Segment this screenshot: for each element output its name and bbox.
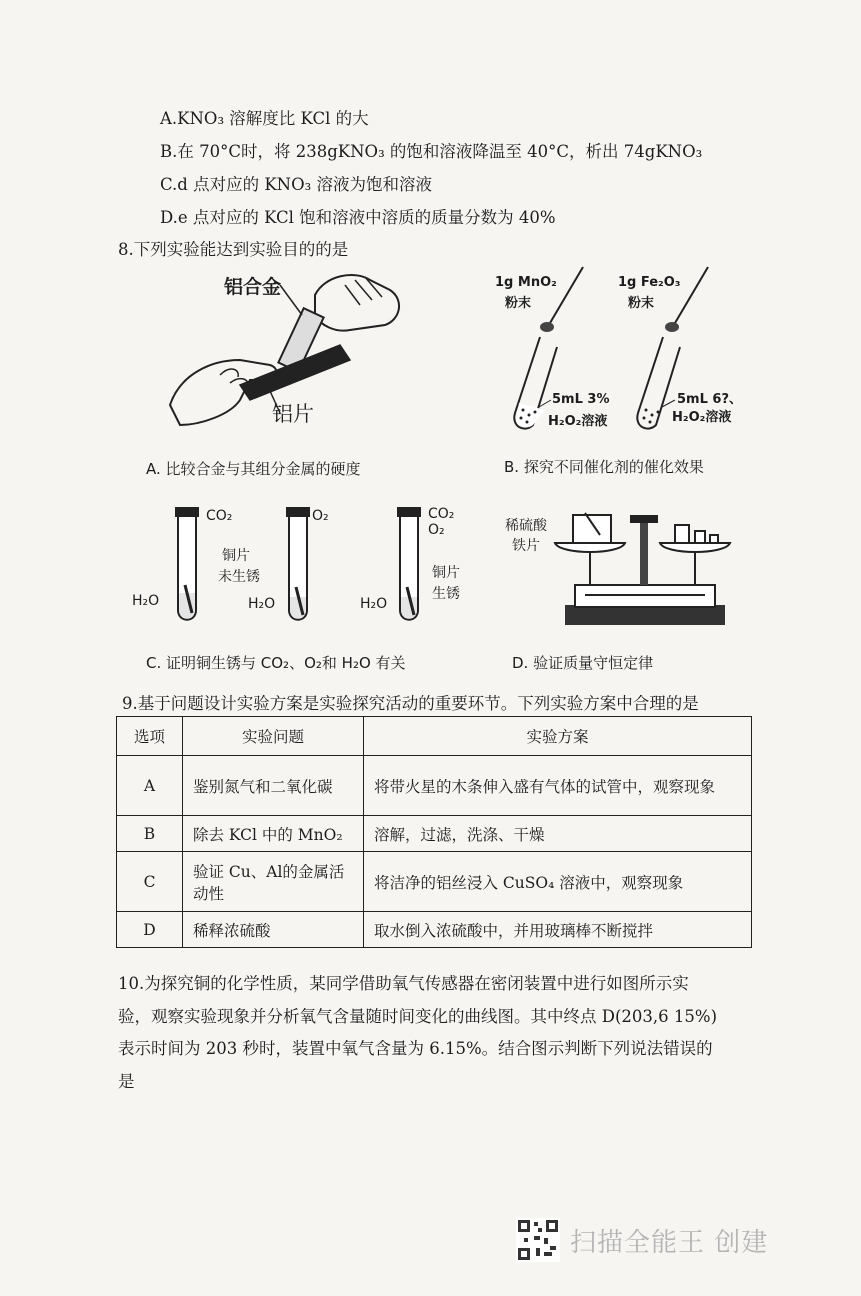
row-b-option: B bbox=[117, 816, 183, 852]
figure-a-label-alloy: 铝合金 bbox=[224, 276, 282, 298]
q9-table bbox=[116, 716, 752, 948]
figure-c-water-label-3: H₂O bbox=[360, 596, 388, 612]
table-row bbox=[117, 816, 752, 852]
table-row bbox=[117, 852, 752, 912]
qr-code-icon bbox=[516, 1218, 560, 1262]
q10-line-4: 是 bbox=[118, 1072, 135, 1091]
figure-c-tube1-gas: CO₂ bbox=[206, 508, 233, 524]
table-row bbox=[117, 912, 752, 948]
row-b-plan: 溶解，过滤，洗涤、干燥 bbox=[364, 816, 752, 852]
q10-line-3: 表示时间为 203 秒时，装置中氧气含量为 6.15%。结合图示判断下列说法错误的 bbox=[118, 1039, 713, 1058]
row-b-problem: 除去 KCl 中的 MnO₂ bbox=[183, 816, 364, 852]
figure-b-left-bottom-2: H₂O₂溶液 bbox=[548, 414, 608, 429]
figure-c-caption: C. 证明铜生锈与 CO₂、O₂和 H₂O 有关 bbox=[146, 654, 406, 672]
figure-b-right-bottom-1: 5mL 6?、 bbox=[677, 392, 742, 407]
q7-option-b: B.在 70°C时，将 238gKNO₃ 的饱和溶液降温至 40°C，析出 74gKNO₃ bbox=[160, 142, 703, 161]
watermark-text: 扫描全能王 创建 bbox=[570, 1227, 769, 1258]
figure-c-tube2-gas: O₂ bbox=[312, 508, 329, 524]
row-c-plan: 将洁净的铝丝浸入 CuSO₄ 溶液中，观察现象 bbox=[364, 852, 752, 912]
figure-a-label-plate: 铝片 bbox=[272, 402, 314, 426]
figure-a-caption: A. 比较合金与其组分金属的硬度 bbox=[146, 460, 361, 478]
figure-b-left-top-1: 1g MnO₂ bbox=[495, 275, 557, 290]
header-problem: 实验问题 bbox=[183, 717, 364, 756]
row-d-problem: 稀释浓硫酸 bbox=[183, 912, 364, 948]
figure-b-left-bottom-1: 5mL 3% bbox=[552, 392, 610, 407]
header-plan: 实验方案 bbox=[364, 717, 752, 756]
figure-c-no-rust-label: 未生锈 bbox=[218, 569, 260, 585]
header-option: 选项 bbox=[117, 717, 183, 756]
figure-c-copper-label: 铜片 bbox=[222, 548, 250, 564]
row-c-option: C bbox=[117, 852, 183, 912]
figure-d-caption: D. 验证质量守恒定律 bbox=[512, 654, 654, 672]
figure-b-left-top-2: 粉末 bbox=[505, 296, 532, 311]
figure-c-copper2-label: 铜片 bbox=[432, 565, 460, 581]
figure-c-water-label-2: H₂O bbox=[248, 596, 276, 612]
figure-b-right-top-2: 粉末 bbox=[628, 296, 655, 311]
figure-c-tube3-gas1: CO₂ bbox=[428, 506, 455, 522]
table-header-row bbox=[117, 717, 752, 756]
row-d-option: D bbox=[117, 912, 183, 948]
row-c-problem: 验证 Cu、Al的金属活动性 bbox=[183, 852, 364, 912]
row-a-option: A bbox=[117, 756, 183, 816]
q7-option-a: A.KNO₃ 溶解度比 KCl 的大 bbox=[160, 109, 369, 128]
row-a-problem: 鉴别氮气和二氧化碳 bbox=[183, 756, 364, 816]
figure-d-acid-label: 稀硫酸 bbox=[505, 518, 547, 534]
q8-stem: 8.下列实验能达到实验目的的是 bbox=[118, 240, 349, 259]
figure-b-caption: B. 探究不同催化剂的催化效果 bbox=[504, 458, 704, 476]
figure-c-water-label-1: H₂O bbox=[132, 593, 160, 609]
q10-line-2: 验，观察实验现象并分析氧气含量随时间变化的曲线图。其中终点 D(203,6 15%) bbox=[118, 1007, 718, 1026]
figure-c-tube3-gas2: O₂ bbox=[428, 522, 445, 538]
row-a-plan: 将带火星的木条伸入盛有气体的试管中，观察现象 bbox=[364, 756, 752, 816]
figure-c-rust-label: 生锈 bbox=[432, 586, 460, 602]
row-d-plan: 取水倒入浓硫酸中，并用玻璃棒不断搅拌 bbox=[364, 912, 752, 948]
figure-d-iron-label: 铁片 bbox=[512, 538, 540, 554]
watermark bbox=[516, 1218, 768, 1262]
table-row bbox=[117, 756, 752, 816]
q7-option-d: D.e 点对应的 KCl 饱和溶液中溶质的质量分数为 40% bbox=[160, 208, 556, 227]
figure-d-balance bbox=[545, 505, 740, 630]
figure-b-right-bottom-2: H₂O₂溶液 bbox=[672, 410, 732, 425]
q10-line-1: 10.为探究铜的化学性质，某同学借助氧气传感器在密闭装置中进行如图所示实 bbox=[118, 974, 689, 993]
q9-stem: 9.基于问题设计实验方案是实验探究活动的重要环节。下列实验方案中合理的是 bbox=[122, 694, 699, 713]
figure-b-right-top-1: 1g Fe₂O₃ bbox=[618, 275, 681, 290]
q7-option-c: C.d 点对应的 KNO₃ 溶液为饱和溶液 bbox=[160, 175, 432, 194]
